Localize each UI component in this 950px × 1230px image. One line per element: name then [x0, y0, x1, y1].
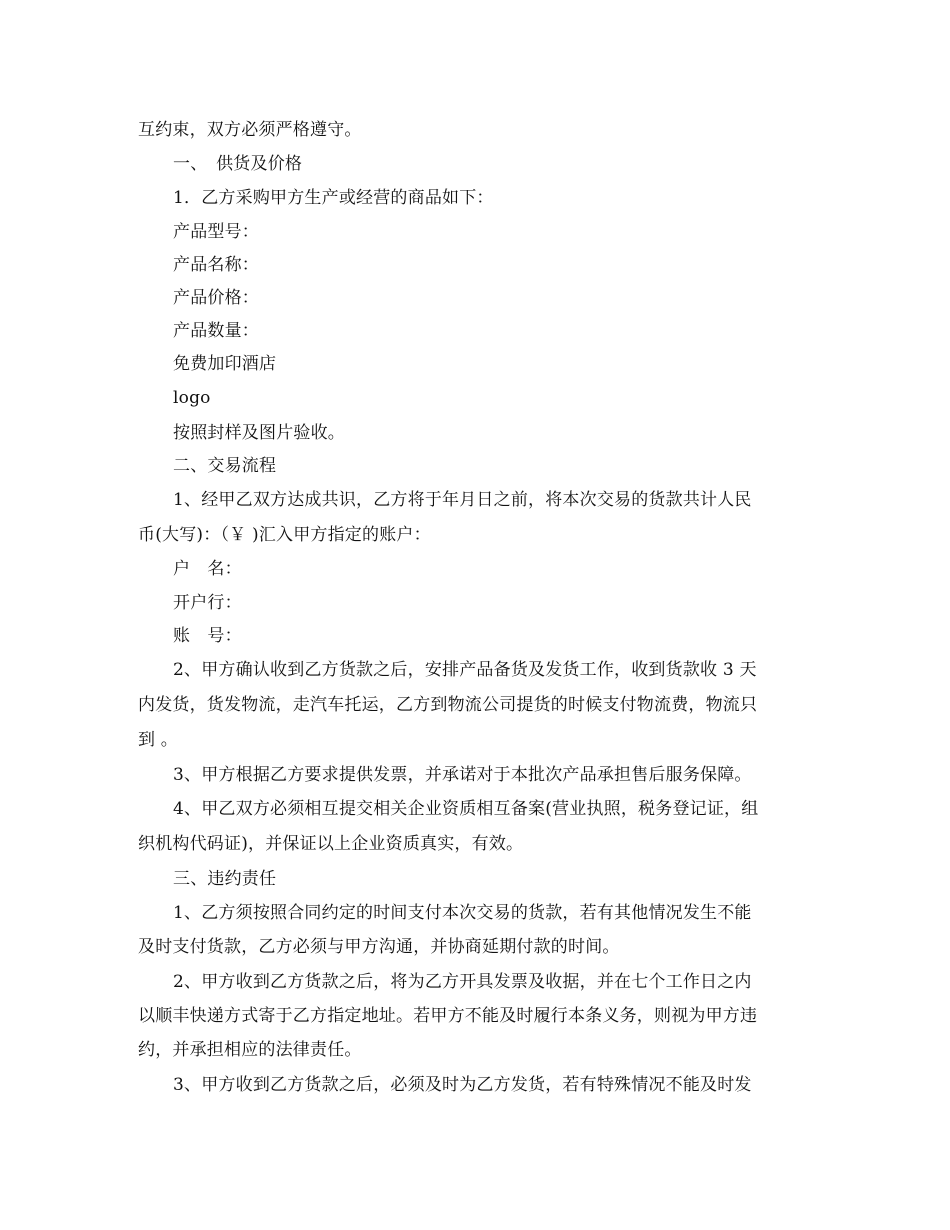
paragraph-continuation: 互约束，双方必须严格遵守。 — [138, 120, 362, 140]
clause-1-payment-line-1: 1、经甲乙双方达成共识，乙方将于年月日之前，将本次交易的货款共计人民 — [173, 490, 752, 510]
clause-4-qualification-line-2: 织机构代码证)，并保证以上企业资质真实，有效。 — [138, 834, 524, 854]
note-acceptance: 按照封样及图片验收。 — [173, 423, 345, 443]
liability-clause-1-line-1: 1、乙方须按照合同约定的时间支付本次交易的货款，若有其他情况发生不能 — [173, 903, 752, 923]
liability-clause-2-line-3: 约，并承担相应的法律责任。 — [138, 1040, 362, 1060]
liability-clause-1-line-2: 及时支付货款，乙方必须与甲方沟通，并协商延期付款的时间。 — [138, 937, 620, 957]
section-heading-supply-price: 一、 供货及价格 — [173, 154, 303, 174]
liability-clause-3-line-1: 3、甲方收到乙方货款之后，必须及时为乙方发货，若有特殊情况不能及时发 — [173, 1075, 752, 1095]
field-account-name: 户 名： — [173, 559, 242, 579]
clause-2-delivery-line-2: 内发货，货发物流，走汽车托运，乙方到物流公司提货的时候支付物流费，物流只 — [138, 695, 758, 715]
clause-4-qualification-line-1: 4、甲乙双方必须相互提交相关企业资质相互备案(营业执照，税务登记证，组 — [173, 799, 759, 819]
field-account-number: 账 号： — [173, 626, 242, 646]
field-product-quantity: 产品数量： — [173, 321, 259, 341]
note-logo: logo — [173, 388, 211, 408]
clause-1-purchase: 1．乙方采购甲方生产或经营的商品如下： — [173, 188, 494, 208]
note-free-hotel-print: 免费加印酒店 — [173, 354, 277, 374]
liability-clause-2-line-1: 2、甲方收到乙方货款之后，将为乙方开具发票及收据，并在七个工作日之内 — [173, 972, 752, 992]
liability-clause-2-line-2: 以顺丰快递方式寄于乙方指定地址。若甲方不能及时履行本条义务，则视为甲方违 — [138, 1006, 758, 1026]
clause-1-payment-line-2: 币(大写)：（￥ )汇入甲方指定的账户： — [138, 525, 431, 545]
clause-3-invoice: 3、甲方根据乙方要求提供发票，并承诺对于本批次产品承担售后服务保障。 — [173, 765, 752, 785]
section-heading-liability: 三、违约责任 — [173, 869, 277, 889]
section-heading-transaction-process: 二、交易流程 — [173, 456, 277, 476]
field-bank: 开户行： — [173, 593, 242, 613]
clause-2-delivery-line-1: 2、甲方确认收到乙方货款之后，安排产品备货及发货工作，收到货款收 3 天 — [173, 660, 757, 680]
field-product-model: 产品型号： — [173, 222, 259, 242]
clause-2-delivery-line-3: 到 。 — [138, 730, 179, 750]
field-product-name: 产品名称： — [173, 255, 259, 275]
field-product-price: 产品价格： — [173, 288, 259, 308]
